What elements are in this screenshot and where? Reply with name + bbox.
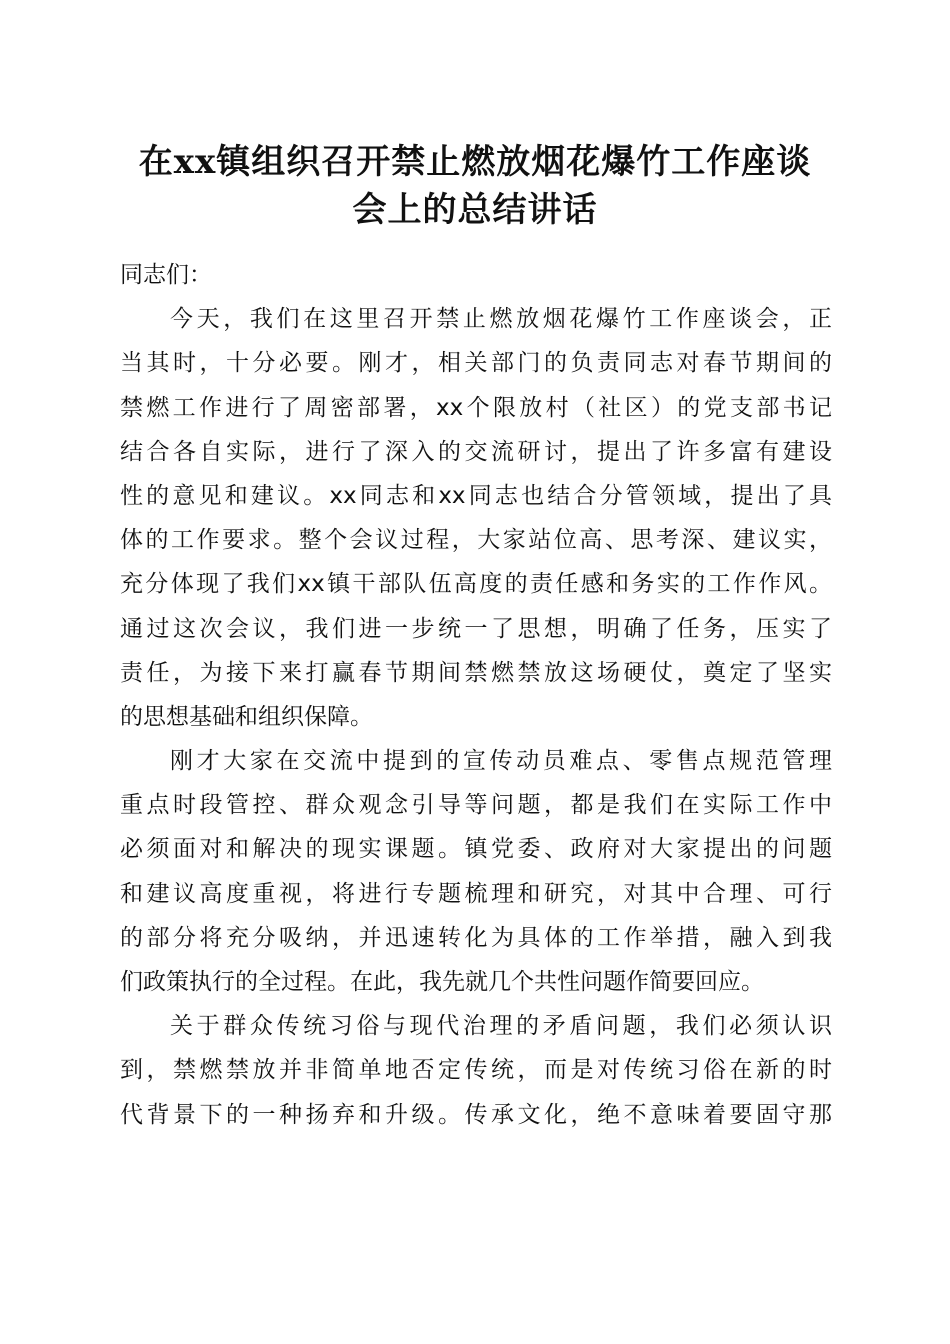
paragraph-1: [120, 297, 832, 739]
paragraph-line: 的思想基础和组织保障。: [120, 703, 373, 730]
paragraph-2: [120, 739, 832, 1004]
paragraph-line: 的部分将充分吸纳，并迅速转化为具体的工作举措，融入到我: [120, 924, 832, 951]
paragraph-line: 代背景下的一种扬弃和升级。传承文化，绝不意味着要固守那: [120, 1101, 832, 1128]
paragraph-line: 和建议高度重视，将进行专题梳理和研究，对其中合理、可行: [120, 880, 832, 907]
paragraph-line: 刚才大家在交流中提到的宣传动员难点、零售点规范管理: [170, 748, 832, 775]
document-body: [120, 253, 832, 1137]
paragraph-line: 重点时段管控、群众观念引导等问题，都是我们在实际工作中: [120, 792, 832, 819]
paragraph-line: 责任，为接下来打赢春节期间禁燃禁放这场硬仗，奠定了坚实: [120, 659, 832, 686]
paragraphs: [120, 297, 832, 1137]
paragraph-line: 结合各自实际，进行了深入的交流研讨，提出了许多富有建设: [120, 438, 832, 465]
paragraph-3: [120, 1004, 832, 1137]
salutation: 同志们：: [120, 262, 212, 288]
document-title: [100, 138, 850, 234]
paragraph-line: 体的工作要求。整个会议过程，大家站位高、思考深、建议实，: [120, 527, 832, 554]
paragraph-line: 关于群众传统习俗与现代治理的矛盾问题，我们必须认识: [170, 1013, 832, 1040]
paragraph-line: 禁燃工作进行了周密部署，xx个限放村（社区）的党支部书记: [120, 394, 832, 421]
paragraph-line: 当其时，十分必要。刚才，相关部门的负责同志对春节期间的: [120, 350, 832, 377]
title-line-1: 在xx镇组织召开禁止燃放烟花爆竹工作座谈: [138, 142, 812, 182]
paragraph-line: 们政策执行的全过程。在此，我先就几个共性问题作简要回应。: [120, 969, 764, 996]
paragraph-line: 性的意见和建议。xx同志和xx同志也结合分管领域，提出了具: [120, 482, 832, 509]
paragraph-line: 充分体现了我们xx镇干部队伍高度的责任感和务实的工作作风。: [120, 571, 832, 598]
paragraph-line: 到，禁燃禁放并非简单地否定传统，而是对传统习俗在新的时: [120, 1057, 832, 1084]
paragraph-line: 通过这次会议，我们进一步统一了思想，明确了任务，压实了: [120, 615, 832, 642]
paragraph-line: 必须面对和解决的现实课题。镇党委、政府对大家提出的问题: [120, 836, 832, 863]
title-line-2: 会上的总结讲话: [352, 190, 598, 230]
paragraph-line: 今天，我们在这里召开禁止燃放烟花爆竹工作座谈会，正: [170, 306, 832, 333]
